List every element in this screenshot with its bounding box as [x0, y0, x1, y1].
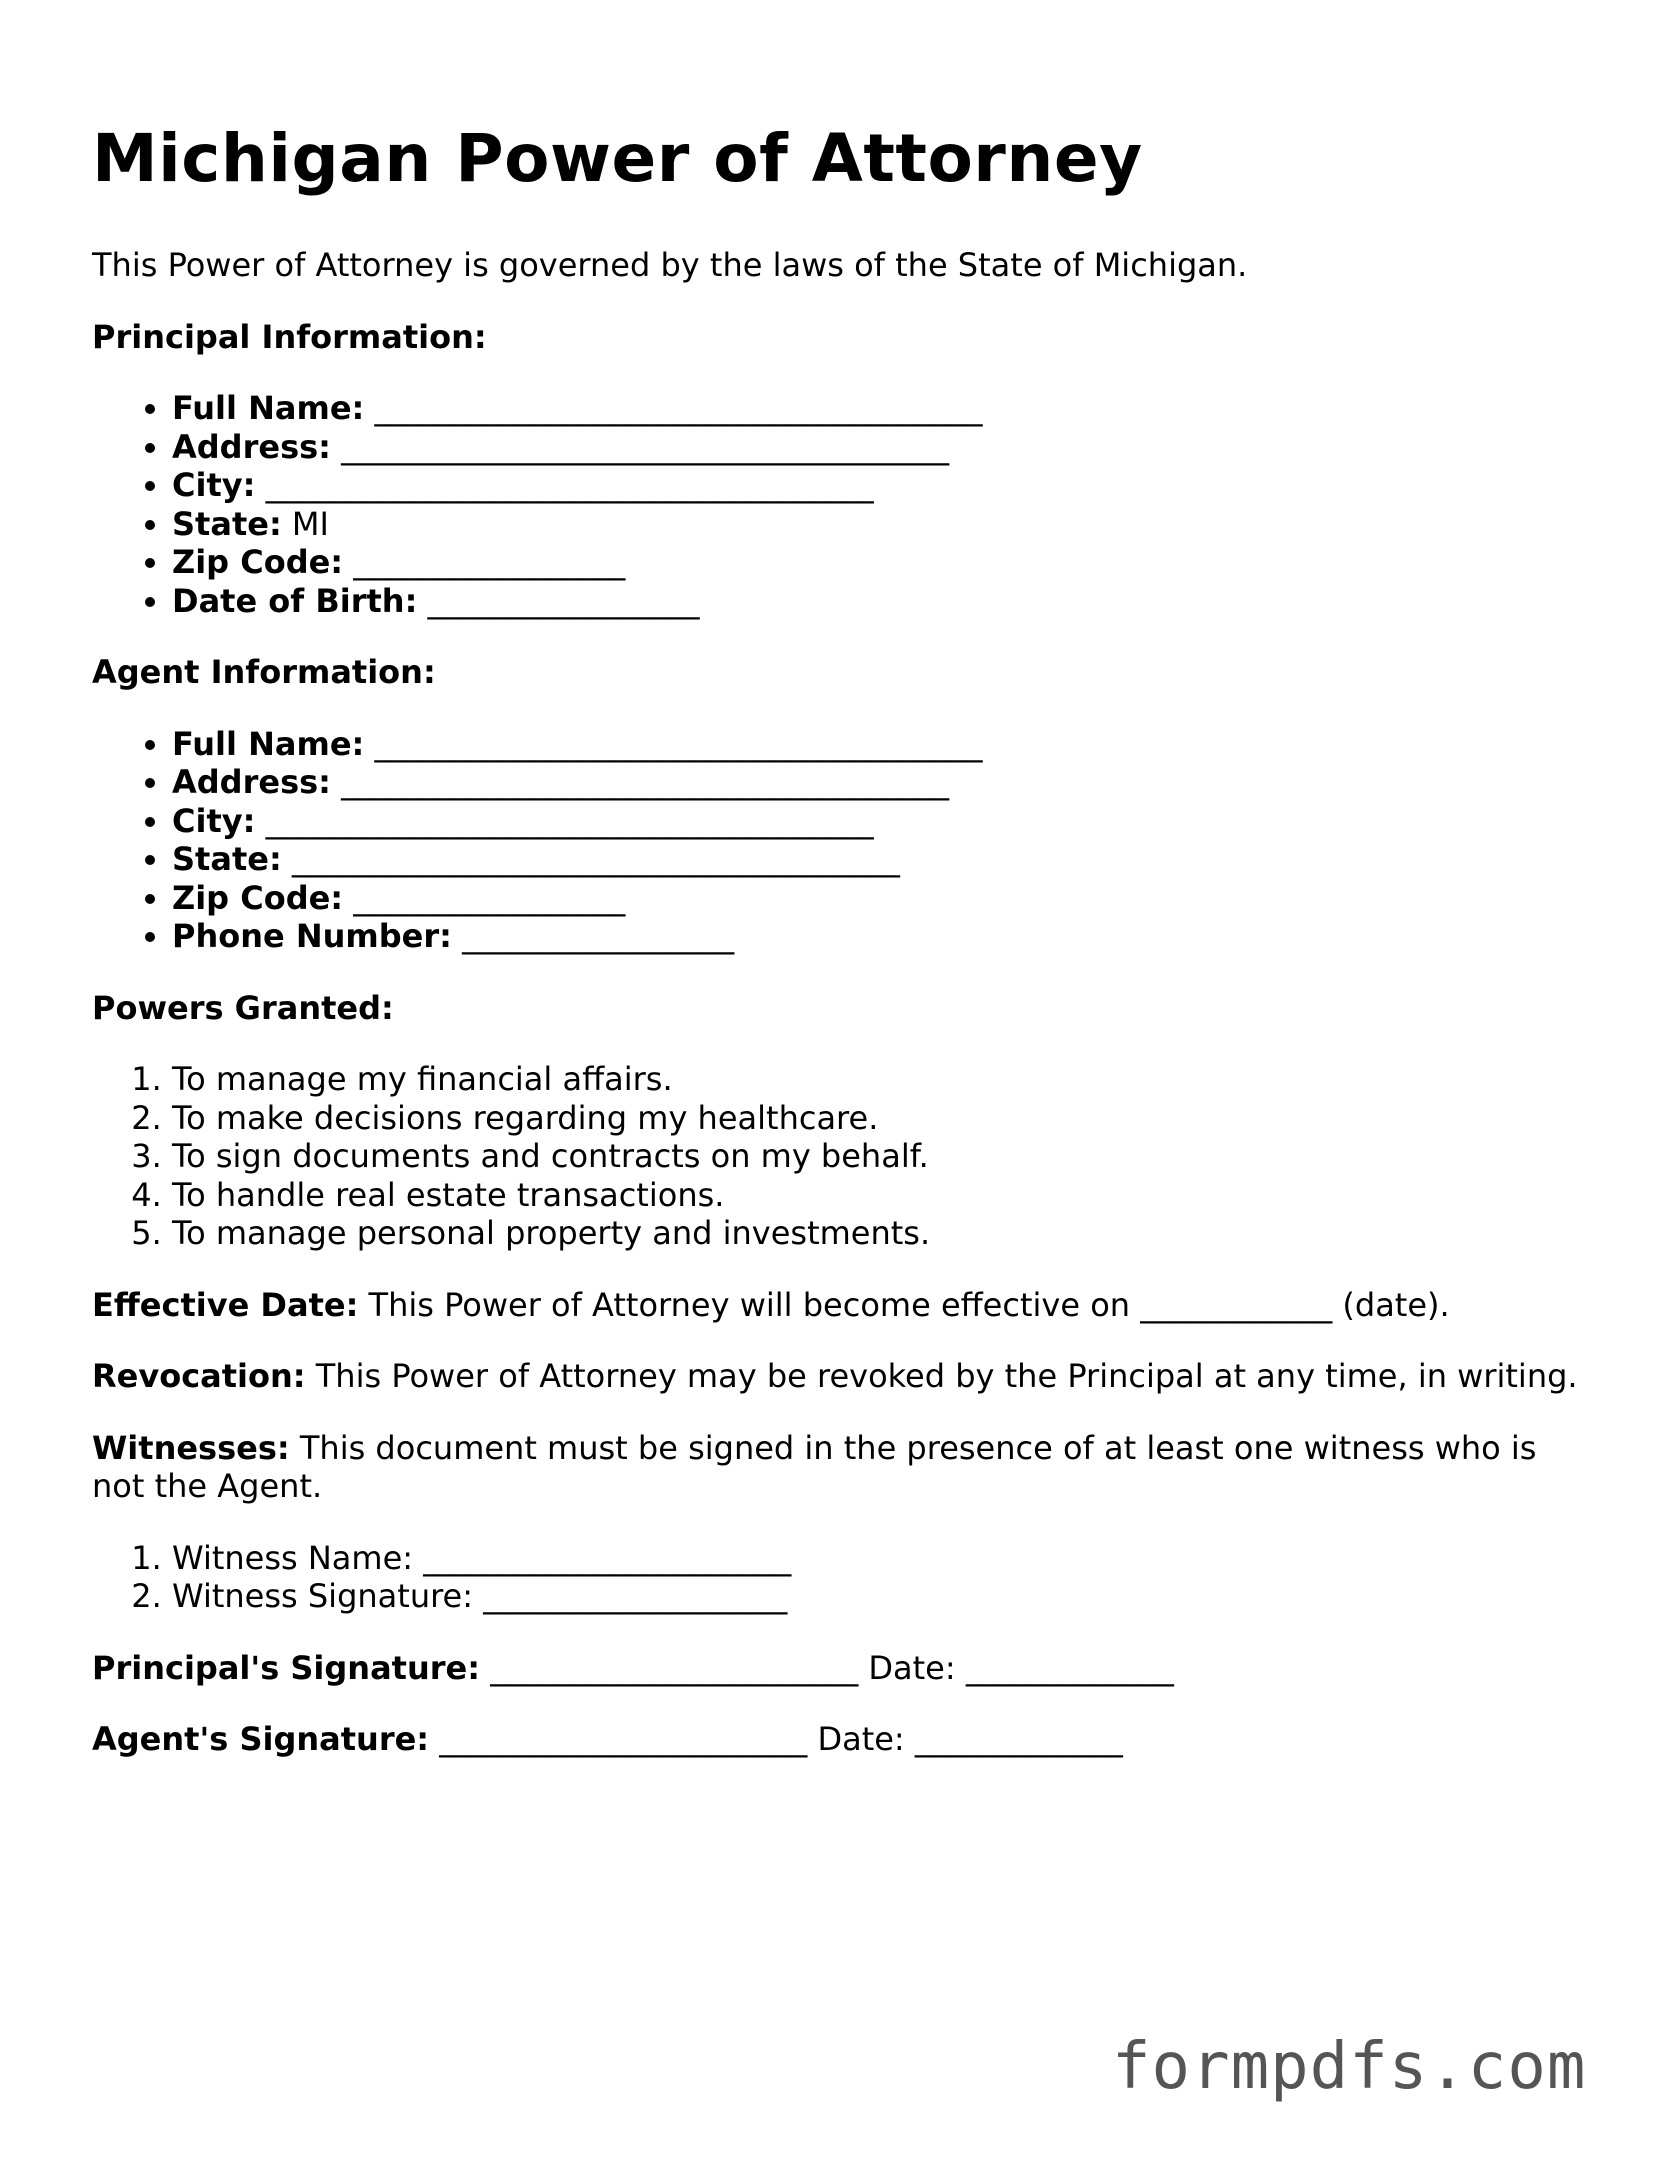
principal-zip: • Zip Code: _________________: [172, 543, 1592, 582]
agent-full-name-blank[interactable]: ______________________________________: [374, 724, 983, 763]
agent-field-list: [92, 725, 1592, 956]
witnesses-text: This document must be signed in the presence of at least one witness who is not the Agent.: [92, 1428, 1537, 1505]
power-item: 3. To sign documents and contracts on my behalf.: [172, 1137, 1592, 1176]
agent-heading: Agent Information:: [92, 653, 436, 691]
effective-date-text: This Power of Attorney will become effective on ____________ (date).: [368, 1285, 1450, 1324]
principal-signature-line: [92, 1649, 1592, 1688]
witness-list: [92, 1539, 1592, 1616]
principal-state-value: MI: [291, 504, 329, 543]
agent-signature-blank[interactable]: _______________________ Date: _____________: [439, 1720, 1123, 1758]
effective-date-label: Effective Date:: [92, 1285, 359, 1324]
principal-zip-blank[interactable]: _________________: [353, 543, 626, 581]
principal-signature-label: Principal's Signature:: [92, 1648, 481, 1687]
watermark: formpdfs.com: [1112, 2030, 1587, 2104]
principal-full-name: • Full Name: ______________________________________: [172, 389, 1592, 428]
power-item: 5. To manage personal property and investments.: [172, 1214, 1592, 1253]
intro-text: This Power of Attorney is governed by the laws of the State of Michigan.: [92, 246, 1248, 284]
principal-dob-blank[interactable]: _________________: [427, 581, 700, 620]
agent-signature-label: Agent's Signature:: [92, 1720, 430, 1758]
agent-signature-line: [92, 1720, 1592, 1759]
document-title: Michigan Power of Attorney: [92, 120, 1143, 197]
principal-state: • State: MI: [172, 505, 1592, 544]
agent-zip-blank[interactable]: _________________: [353, 878, 626, 917]
powers-list: [92, 1060, 1592, 1253]
witness-signature-line[interactable]: 2. Witness Signature: ___________________: [172, 1577, 1592, 1616]
witnesses-paragraph: [92, 1429, 1592, 1506]
principal-field-list: [92, 389, 1592, 620]
witnesses-label: Witnesses:: [92, 1428, 290, 1467]
power-item: 4. To handle real estate transactions.: [172, 1176, 1592, 1215]
effective-date-paragraph: [92, 1286, 1592, 1325]
agent-zip: • Zip Code: _________________: [172, 879, 1592, 918]
revocation-label: Revocation:: [92, 1357, 306, 1395]
principal-signature-blank[interactable]: _______________________ Date: _____________: [490, 1648, 1174, 1687]
agent-state: • State: ______________________________________: [172, 840, 1592, 879]
principal-full-name-blank[interactable]: ______________________________________: [374, 389, 983, 427]
agent-phone-blank[interactable]: _________________: [462, 917, 735, 955]
revocation-text: This Power of Attorney may be revoked by the Principal at any time, in writing.: [315, 1357, 1578, 1395]
agent-full-name: • Full Name: ______________________________________: [172, 725, 1592, 764]
power-item: 2. To make decisions regarding my healthcare.: [172, 1099, 1592, 1138]
revocation-paragraph: [92, 1357, 1592, 1396]
principal-address: • Address: ______________________________________: [172, 428, 1592, 467]
principal-address-blank[interactable]: ______________________________________: [341, 427, 950, 466]
principal-dob: • Date of Birth: _________________: [172, 582, 1592, 621]
agent-state-blank[interactable]: ______________________________________: [291, 840, 900, 878]
document-page: [92, 0, 1592, 1759]
principal-city: • City: ______________________________________: [172, 466, 1592, 505]
agent-city: • City: ______________________________________: [172, 802, 1592, 841]
principal-city-blank[interactable]: ______________________________________: [265, 466, 874, 504]
principal-heading: Principal Information:: [92, 317, 487, 356]
agent-city-blank[interactable]: ______________________________________: [265, 801, 874, 840]
powers-heading: Powers Granted:: [92, 988, 394, 1027]
agent-phone: • Phone Number: _________________: [172, 917, 1592, 956]
agent-address-blank[interactable]: ______________________________________: [341, 763, 950, 801]
agent-address: • Address: ______________________________________: [172, 763, 1592, 802]
witness-name-line[interactable]: 1. Witness Name: _______________________: [172, 1539, 1592, 1578]
power-item: 1. To manage my financial affairs.: [172, 1060, 1592, 1099]
